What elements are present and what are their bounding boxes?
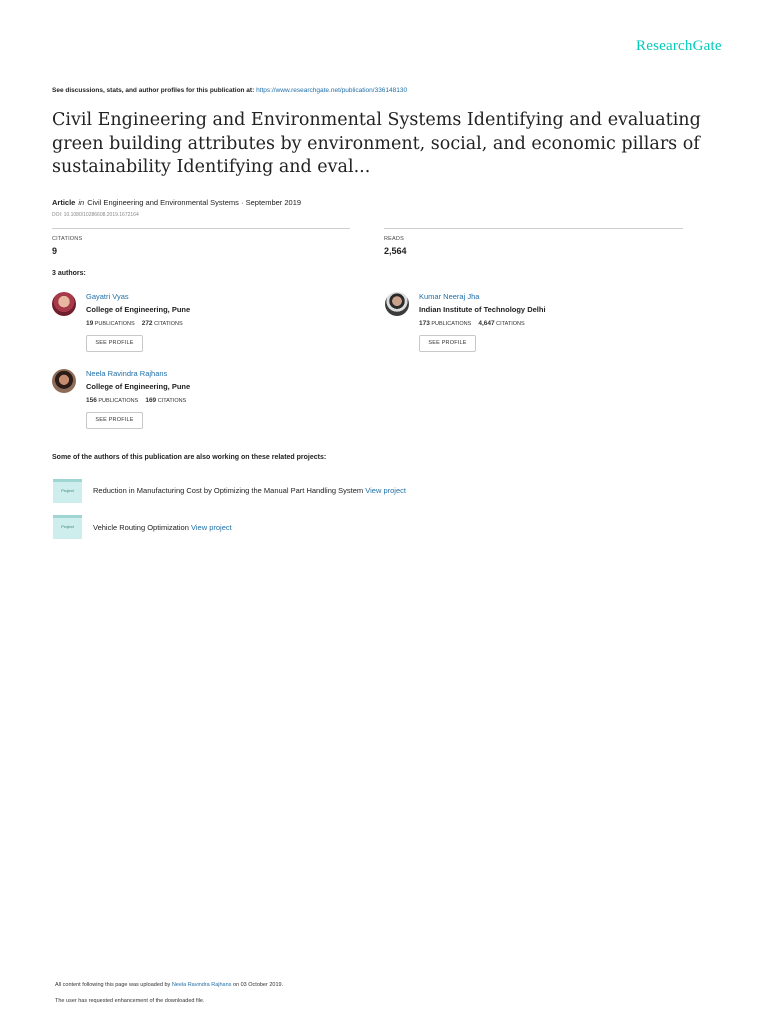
- author-publications-count: 19: [86, 320, 94, 327]
- article-meta: [52, 198, 301, 207]
- avatar[interactable]: [385, 292, 409, 316]
- enhancement-note: The user has requested enhancement of the downloaded file.: [55, 998, 205, 1004]
- article-in: in: [78, 198, 85, 207]
- avatar[interactable]: [52, 369, 76, 393]
- publication-date: September 2019: [245, 198, 302, 207]
- author-institution: Indian Institute of Technology Delhi: [419, 305, 546, 314]
- project-title: Vehicle Routing Optimization: [93, 523, 189, 532]
- upload-suffix: on 03 October 2019.: [231, 982, 284, 988]
- related-projects-heading: Some of the authors of this publication are also working on these related projects:: [52, 454, 327, 461]
- author-citations-label: CITATIONS: [496, 321, 525, 327]
- see-discussions-text: See discussions, stats, and author profiles for this publication at:: [52, 87, 257, 94]
- author-citations-count: 169: [145, 397, 157, 404]
- meta-separator: ·: [238, 198, 246, 207]
- author-card: [52, 292, 352, 362]
- project-icon: Project: [53, 479, 82, 503]
- upload-note: [55, 982, 283, 988]
- author-publications-label: PUBLICATIONS: [94, 321, 135, 327]
- project-item: [93, 523, 232, 532]
- author-publications-label: PUBLICATIONS: [98, 398, 139, 404]
- author-citations-label: CITATIONS: [154, 321, 183, 327]
- project-title: Reduction in Manufacturing Cost by Optimizing the Manual Part Handling System: [93, 486, 364, 495]
- see-profile-button[interactable]: SEE PROFILE: [86, 412, 143, 429]
- view-project-link[interactable]: View project: [365, 486, 406, 495]
- see-discussions-line: [52, 87, 407, 94]
- see-profile-button[interactable]: SEE PROFILE: [419, 335, 476, 352]
- citations-divider: [52, 228, 350, 229]
- author-card: [385, 292, 685, 362]
- author-citations-count: 272: [141, 320, 153, 327]
- see-profile-button[interactable]: SEE PROFILE: [86, 335, 143, 352]
- author-publications-label: PUBLICATIONS: [431, 321, 472, 327]
- reads-divider: [384, 228, 683, 229]
- publication-url-link[interactable]: https://www.researchgate.net/publication/336148130: [256, 87, 408, 94]
- author-name-link[interactable]: Neela Ravindra Rajhans: [86, 369, 168, 378]
- authors-heading: 3 authors:: [52, 270, 86, 277]
- author-citations-label: CITATIONS: [157, 398, 187, 404]
- author-card: [52, 369, 352, 439]
- author-stats: [419, 320, 525, 327]
- author-stats: [86, 320, 183, 327]
- author-citations-count: 4,647: [478, 320, 495, 327]
- publication-title: Civil Engineering and Environmental Systems Identifying and evaluating green building attributes by environment, social, and economic pillars of sustainability Identifying and eval...: [52, 110, 701, 177]
- article-type: Article: [52, 198, 76, 207]
- doi: DOI: 10.1080/10286608.2019.1672164: [52, 212, 139, 218]
- uploader-link[interactable]: Neela Ravindra Rajhans: [171, 982, 232, 988]
- project-item: [93, 486, 406, 495]
- upload-prefix: All content following this page was uploaded by: [55, 982, 172, 988]
- author-publications-count: 156: [86, 397, 97, 404]
- project-icon: Project: [53, 515, 82, 539]
- researchgate-logo[interactable]: ResearchGate: [636, 38, 722, 54]
- author-publications-count: 173: [419, 320, 430, 327]
- journal-name: Civil Engineering and Environmental Systems: [87, 198, 239, 207]
- author-name-link[interactable]: Kumar Neeraj Jha: [419, 292, 480, 301]
- citations-value: 9: [52, 246, 58, 256]
- author-name-link[interactable]: Gayatri Vyas: [86, 292, 129, 301]
- avatar[interactable]: [52, 292, 76, 316]
- reads-label: READS: [384, 236, 404, 242]
- view-project-link[interactable]: View project: [190, 523, 232, 532]
- author-institution: College of Engineering, Pune: [86, 305, 191, 314]
- citations-label: CITATIONS: [52, 236, 83, 242]
- author-institution: College of Engineering, Pune: [86, 382, 191, 391]
- author-stats: [86, 397, 186, 404]
- reads-value: 2,564: [384, 246, 407, 256]
